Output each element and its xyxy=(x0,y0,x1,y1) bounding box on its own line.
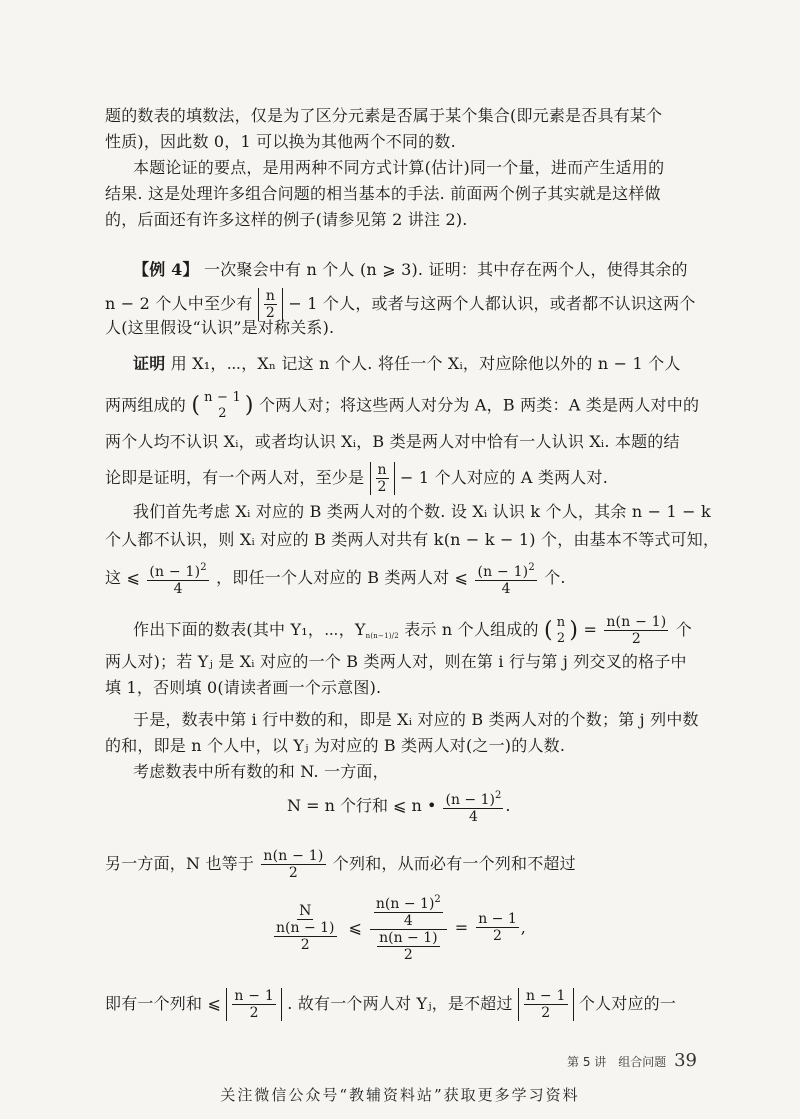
text-span: = xyxy=(454,918,469,937)
floor-bracket xyxy=(226,988,282,1021)
fraction xyxy=(475,560,536,597)
numerator xyxy=(443,788,503,809)
binomial-top: n xyxy=(556,614,566,630)
denominator: 2 xyxy=(377,479,387,495)
denominator: 2 xyxy=(300,936,310,953)
text-line: 填 1，否则填 0(请读者画一个示意图). xyxy=(105,678,382,697)
binomial-bottom: 2 xyxy=(556,630,566,646)
equation-1 xyxy=(287,788,510,825)
numerator: n(n − 1) xyxy=(606,614,667,630)
numerator: n − 1 xyxy=(526,988,566,1004)
chapter-title: 第 5 讲 组合问题 xyxy=(567,1055,667,1069)
text-line: 考虑数表中所有数的和 N. 一方面， xyxy=(133,762,389,781)
y-symbol xyxy=(355,620,399,639)
denominator: 4 xyxy=(468,809,478,825)
text-span: 个. xyxy=(544,568,566,587)
numerator: n(n − 1) xyxy=(379,930,438,946)
text-span: 个列和，从而必有一个列和不超过 xyxy=(332,854,576,873)
text-line: 两个人均不认识 Xᵢ，或者均认识 Xᵢ，B 类是两人对中恰有一人认识 Xᵢ. 本题的结 xyxy=(105,432,680,451)
text-span: 另一方面，N 也等于 xyxy=(105,854,255,873)
page-footer xyxy=(567,1050,697,1071)
page-number: 39 xyxy=(674,1050,697,1071)
text-line: 人(这里假设“认识”是对称关系). xyxy=(105,318,335,337)
equation-2 xyxy=(268,892,526,963)
text-span: 即有一个列和 ⩽ xyxy=(105,994,222,1013)
fraction xyxy=(374,892,443,929)
text-line: 的和，即是 n 个人中，以 Yⱼ 为对应的 B 类两人对(之一)的人数. xyxy=(105,736,566,755)
numerator: n − 1 xyxy=(478,911,517,927)
example-label: 【例 4】 xyxy=(133,260,199,279)
exponent: 2 xyxy=(200,562,207,573)
denominator: 2 xyxy=(288,865,298,881)
denominator: 2 xyxy=(249,1005,259,1021)
numerator: N xyxy=(299,902,312,919)
text-span: ，即任一个人对应的 B 类两人对 ⩽ xyxy=(216,568,469,587)
denominator xyxy=(270,920,341,953)
denominator: 2 xyxy=(265,305,276,321)
subscript: n(n−1)/2 xyxy=(365,632,399,640)
text-line: 两人对)；若 Yⱼ 是 Xᵢ 对应的一个 B 类两人对，则在第 i 行与第 j 列交叉的格子中 xyxy=(105,652,687,671)
numerator: n(n − 1) xyxy=(263,848,324,864)
math-term: (n − 1) xyxy=(149,564,201,580)
numerator xyxy=(475,560,536,581)
fraction xyxy=(232,988,276,1021)
math-term: (n − 1) xyxy=(445,792,495,808)
text-line xyxy=(105,288,705,321)
text-span: . xyxy=(505,796,511,815)
denominator: 4 xyxy=(403,913,413,929)
text-span: , xyxy=(520,918,526,937)
text-span: 一次聚会中有 n 个人 (n ⩾ 3). 证明：其中存在两个人，使得其余的 xyxy=(204,260,688,279)
text-span: 论即是证明，有一个两人对，至少是 xyxy=(105,468,365,487)
floor-bracket xyxy=(370,462,395,495)
text-span: 个 xyxy=(675,620,692,639)
fraction xyxy=(443,788,503,825)
text-line: 的，后面还有许多这样的例子(请参见第 2 讲注 2). xyxy=(105,210,468,229)
floor-bracket xyxy=(518,988,574,1021)
floor-bracket xyxy=(258,288,283,321)
proof-label: 证明 xyxy=(133,354,166,373)
fraction xyxy=(377,930,440,963)
fraction xyxy=(264,288,277,321)
fraction xyxy=(147,560,208,597)
text-line: 作出下面的数表(其中 Y₁，⋯，$Y_{n(n-1)/2}$ 表示 n 个人组成的 ( n 2 ) = $\frac{n(n - 1)}{2}$ 个 xyxy=(133,614,692,647)
fraction xyxy=(376,462,389,495)
math-term: (n − 1) xyxy=(477,564,529,580)
text-line xyxy=(105,462,705,495)
compound-fraction xyxy=(370,892,447,963)
exponent: 2 xyxy=(434,894,441,905)
text-line xyxy=(105,390,705,422)
text-span: − 1 个人对应的 A 类两人对. xyxy=(400,468,608,487)
math-term: n(n − 1) xyxy=(375,896,435,912)
text-span: 用 X₁，⋯，Xₙ 记这 n 个人. 将任一个 Xᵢ，对应除他以外的 n − 1 个人 xyxy=(170,354,681,373)
text-span: 个两人对；将这些两人对分为 A，B 两类：A 类是两人对中的 xyxy=(259,395,700,415)
proof-line xyxy=(133,354,733,374)
math-term: Y xyxy=(354,620,366,639)
binomial: ( n − 1 2 ) xyxy=(191,390,254,421)
text-span: 表示 n 个人组成的 xyxy=(404,620,539,639)
text-span: N = n 个行和 ⩽ n • xyxy=(287,796,437,815)
text-span: ⩽ xyxy=(348,918,362,937)
example-4-line xyxy=(133,260,733,280)
numerator: n − 1 xyxy=(234,988,274,1004)
fraction xyxy=(274,920,337,953)
fraction xyxy=(524,988,568,1021)
promo-banner: 关注微信公众号“教辅资料站”获取更多学习资料 xyxy=(220,1086,580,1104)
denominator: 2 xyxy=(493,928,502,944)
text-span: − 1 个人，或者与这两个人都认识，或者都不认识这两个 xyxy=(288,294,696,313)
fraction xyxy=(476,911,519,944)
text-line: 题的数表的填数法，仅是为了区分元素是否属于某个集合(即元素是否具有某个 xyxy=(105,106,663,125)
numerator: n xyxy=(377,462,387,478)
numerator xyxy=(370,892,447,930)
text-line: 我们首先考虑 Xᵢ 对应的 B 类两人对的个数. 设 Xᵢ 认识 k 个人，其余 n − 1 − k xyxy=(133,502,711,521)
numerator xyxy=(374,892,443,913)
numerator: n(n − 1) xyxy=(276,919,335,936)
text-line: 结果. 这是处理许多组合问题的相当基本的手法. 前面两个例子其实就是这样做 xyxy=(105,184,661,203)
text-line: 个人都不认识，则 Xᵢ 对应的 B 类两人对共有 k(n − k − 1) 个，由基本不等式可知， xyxy=(105,530,720,549)
text-span: 作出下面的数表(其中 Y₁，⋯， xyxy=(133,620,355,639)
text-line xyxy=(105,560,705,597)
exponent: 2 xyxy=(528,562,535,573)
text-span: 这 ⩽ xyxy=(105,568,141,587)
fraction xyxy=(604,614,668,647)
text-line: 性质)，因此数 0，1 可以换为其他两个不同的数. xyxy=(105,132,456,151)
binomial-bottom: 2 xyxy=(218,406,227,421)
text-span: n − 2 个人中至少有 xyxy=(105,294,253,313)
binomial-top: n − 1 xyxy=(204,390,241,405)
denominator: 2 xyxy=(541,1005,551,1021)
exponent: 2 xyxy=(494,790,502,801)
denominator: 4 xyxy=(173,581,183,597)
compound-fraction xyxy=(270,903,341,953)
denominator: 4 xyxy=(501,581,511,597)
text-line: 本题论证的要点，是用两种不同方式计算(估计)同一个量，进而产生适用的 xyxy=(133,158,665,177)
text-line: 于是，数表中第 i 行中数的和，即是 Xᵢ 对应的 B 类两人对的个数；第 j 列中数 xyxy=(133,710,699,729)
numerator: n xyxy=(265,288,276,304)
text-span: 两两组成的 xyxy=(105,395,187,415)
binomial-stack xyxy=(202,390,243,422)
denominator: 2 xyxy=(631,631,641,647)
text-span: 个人对应的一 xyxy=(578,994,677,1013)
numerator xyxy=(147,560,208,581)
denominator xyxy=(373,930,444,963)
binomial-stack xyxy=(555,615,568,647)
binomial: ( n 2 ) xyxy=(543,614,579,646)
fraction xyxy=(261,848,325,881)
text-line xyxy=(105,988,705,1021)
text-span: . 故有一个两人对 Yⱼ，是不超过 xyxy=(287,994,513,1013)
text-line xyxy=(105,848,705,881)
denominator: 2 xyxy=(403,947,413,963)
